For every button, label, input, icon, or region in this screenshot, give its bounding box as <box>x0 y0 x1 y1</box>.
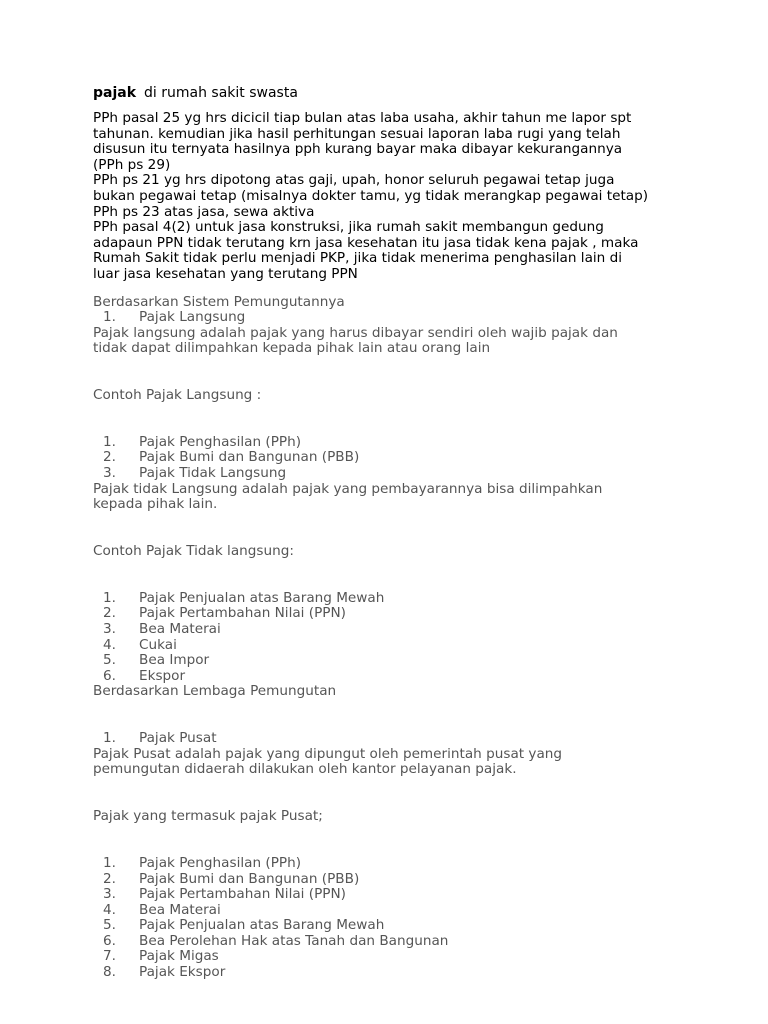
intro-line: (PPh ps 29) <box>93 156 171 173</box>
list-item: 6. Bea Perolehan Hak atas Tanah dan Bangunan <box>103 932 449 949</box>
desc-line: Pajak tidak Langsung adalah pajak yang pembayarannya bisa dilimpahkan <box>93 480 603 497</box>
list-item: 3. Pajak Pertambahan Nilai (PPN) <box>103 886 346 903</box>
section-heading-sistem: Berdasarkan Sistem Pemungutannya <box>93 293 345 310</box>
list-item: 2. Pajak Bumi dan Bangunan (PBB) <box>103 870 360 887</box>
intro-line: disusun itu ternyata hasilnya pph kurang bayar maka dibayar kekurangannya <box>93 141 623 158</box>
list-item: 2. Pajak Bumi dan Bangunan (PBB) <box>103 449 360 466</box>
desc-line: kepada pihak lain. <box>93 496 218 513</box>
desc-line: pemungutan didaerah dilakukan oleh kantor pelayanan pajak. <box>93 761 517 778</box>
list-item: 1. Pajak Langsung <box>103 309 246 326</box>
intro-line: Rumah Sakit tidak perlu menjadi PKP, jika tidak menerima penghasilan lain di <box>93 250 623 267</box>
intro-line: bukan pegawai tetap (misalnya dokter tamu, yg tidak merangkap pegawai tetap) <box>93 187 649 204</box>
contoh-langsung-heading: Contoh Pajak Langsung : <box>93 387 262 404</box>
desc-line: Pajak Pusat adalah pajak yang dipungut oleh pemerintah pusat yang <box>93 745 563 762</box>
list-contoh-tidak-langsung <box>93 591 698 685</box>
list-item: 5. Bea Impor <box>103 652 210 669</box>
list-item: 6. Ekspor <box>103 667 186 684</box>
list-item: 2. Pajak Pertambahan Nilai (PPN) <box>103 605 346 622</box>
document-title <box>93 85 698 101</box>
list-item: 3. Bea Materai <box>103 621 221 637</box>
desc-line: Pajak langsung adalah pajak yang harus dibayar sendiri oleh wajib pajak dan <box>93 324 618 341</box>
list-contoh-langsung <box>93 435 698 482</box>
list-item: 3. Pajak Tidak Langsung <box>103 465 287 482</box>
intro-line: adapaun PPN tidak terutang krn jasa kesehatan itu jasa tidak kena pajak , maka <box>93 234 639 251</box>
intro-line: PPh pasal 25 yg hrs dicicil tiap bulan atas laba usaha, akhir tahun me lapor spt <box>93 110 632 126</box>
list-item: 4. Cukai <box>103 636 177 653</box>
list-item: 7. Pajak Migas <box>103 948 219 965</box>
intro-line: PPh ps 23 atas jasa, sewa aktiva <box>93 203 315 220</box>
list-termasuk-pusat <box>93 856 698 981</box>
list-item: 1. Pajak Penghasilan (PPh) <box>103 854 302 871</box>
intro-line: luar jasa kesehatan yang terutang PPN <box>93 265 358 282</box>
intro-paragraph <box>93 111 698 283</box>
contoh-tidak-langsung-heading: Contoh Pajak Tidak langsung: <box>93 543 294 560</box>
title-bold: pajak <box>93 85 137 101</box>
list-item: 1. Pajak Penghasilan (PPh) <box>103 433 302 450</box>
list-item: 8. Pajak Ekspor <box>103 964 226 981</box>
list-item: 4. Bea Materai <box>103 901 221 918</box>
list-item: 1. Pajak Pusat <box>103 730 217 747</box>
desc-line: tidak dapat dilimpahkan kepada pihak lain atau orang lain <box>93 340 491 357</box>
list-item: 5. Pajak Penjualan atas Barang Mewah <box>103 917 385 934</box>
intro-line: PPh pasal 4(2) untuk jasa konstruksi, jika rumah sakit membangun gedung <box>93 219 604 236</box>
termasuk-pusat-heading: Pajak yang termasuk pajak Pusat; <box>93 808 323 825</box>
list-item: 1. Pajak Penjualan atas Barang Mewah <box>103 589 385 606</box>
intro-line: PPh ps 21 yg hrs dipotong atas gaji, upah, honor seluruh pegawai tetap juga <box>93 172 615 189</box>
list-pajak-pusat <box>93 731 698 747</box>
intro-line: tahunan. kemudian jika hasil perhitungan sesuai laporan laba rugi yang telah <box>93 125 621 142</box>
title-rest: di rumah sakit swasta <box>144 85 298 101</box>
list-pajak-langsung <box>93 310 698 326</box>
section-heading-lembaga: Berdasarkan Lembaga Pemungutan <box>93 683 337 700</box>
